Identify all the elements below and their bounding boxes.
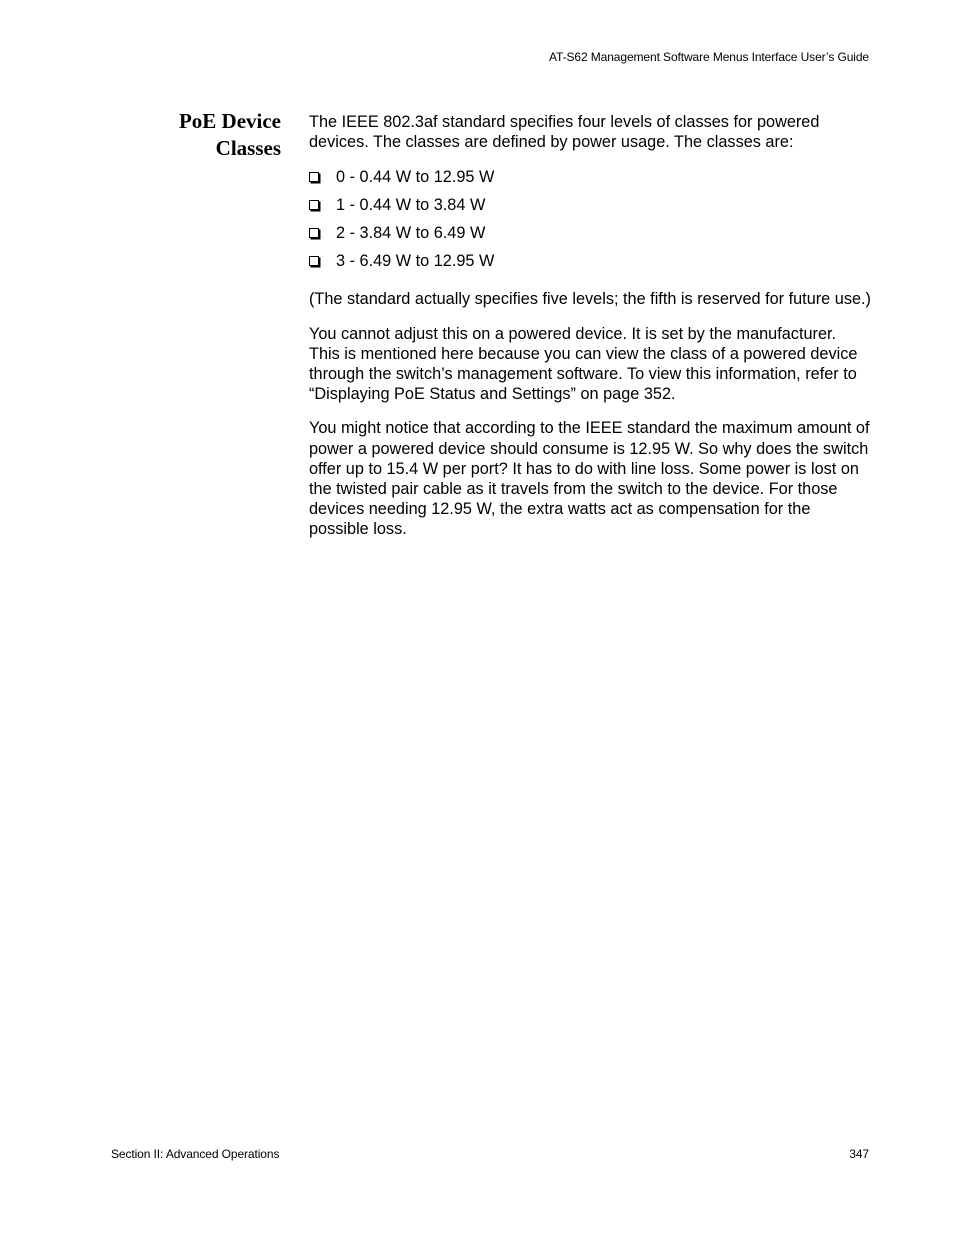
section-heading-line-2: Classes [215,136,281,160]
body-column [309,112,871,540]
note-paragraph: (The standard actually specifies five levels; the fifth is reserved for future use.) [309,290,871,309]
list-item [309,247,871,275]
line-loss-paragraph: You might notice that according to the IEEE standard the maximum amount of power a powered device should consume is 12.95 W. So why does the switch offer up to 15.4 W per port? It has to do with line loss. Some power is lost on the twisted pair cable as it travels from the switch to the device. For those devices needing 12.95 W, the extra watts act as compensation for the possible loss. [309,419,870,539]
list-item [309,191,871,219]
list-item-text: 2 - 3.84 W to 6.49 W [336,224,486,243]
list-item-text: 3 - 6.49 W to 12.95 W [336,252,495,271]
class-list [309,163,871,275]
footer-section-label: Section II: Advanced Operations [111,1147,280,1161]
list-item-text: 0 - 0.44 W to 12.95 W [336,168,495,187]
checkbox-bullet-icon [309,172,319,182]
section-heading-line-1: PoE Device [178,109,281,133]
running-header: AT-S62 Management Software Menus Interface User’s Guide [549,50,869,64]
checkbox-bullet-icon [309,228,319,238]
checkbox-bullet-icon [309,256,319,266]
list-item [309,163,871,191]
section-heading [120,108,281,162]
list-item-text: 1 - 0.44 W to 3.84 W [336,196,486,215]
page-number: 347 [849,1147,869,1161]
intro-paragraph: The IEEE 802.3af standard specifies four levels of classes for powered devices. The classes are defined by power usage. The classes are: [309,113,820,152]
checkbox-bullet-icon [309,200,319,210]
page-footer [111,1147,869,1161]
adjust-paragraph: You cannot adjust this on a powered device. It is set by the manufacturer. This is mentioned here because you can view the class of a powered device through the switch’s management software. To view this information, refer to “Displaying PoE Status and Settings” on page 352. [309,324,858,404]
list-item [309,219,871,247]
